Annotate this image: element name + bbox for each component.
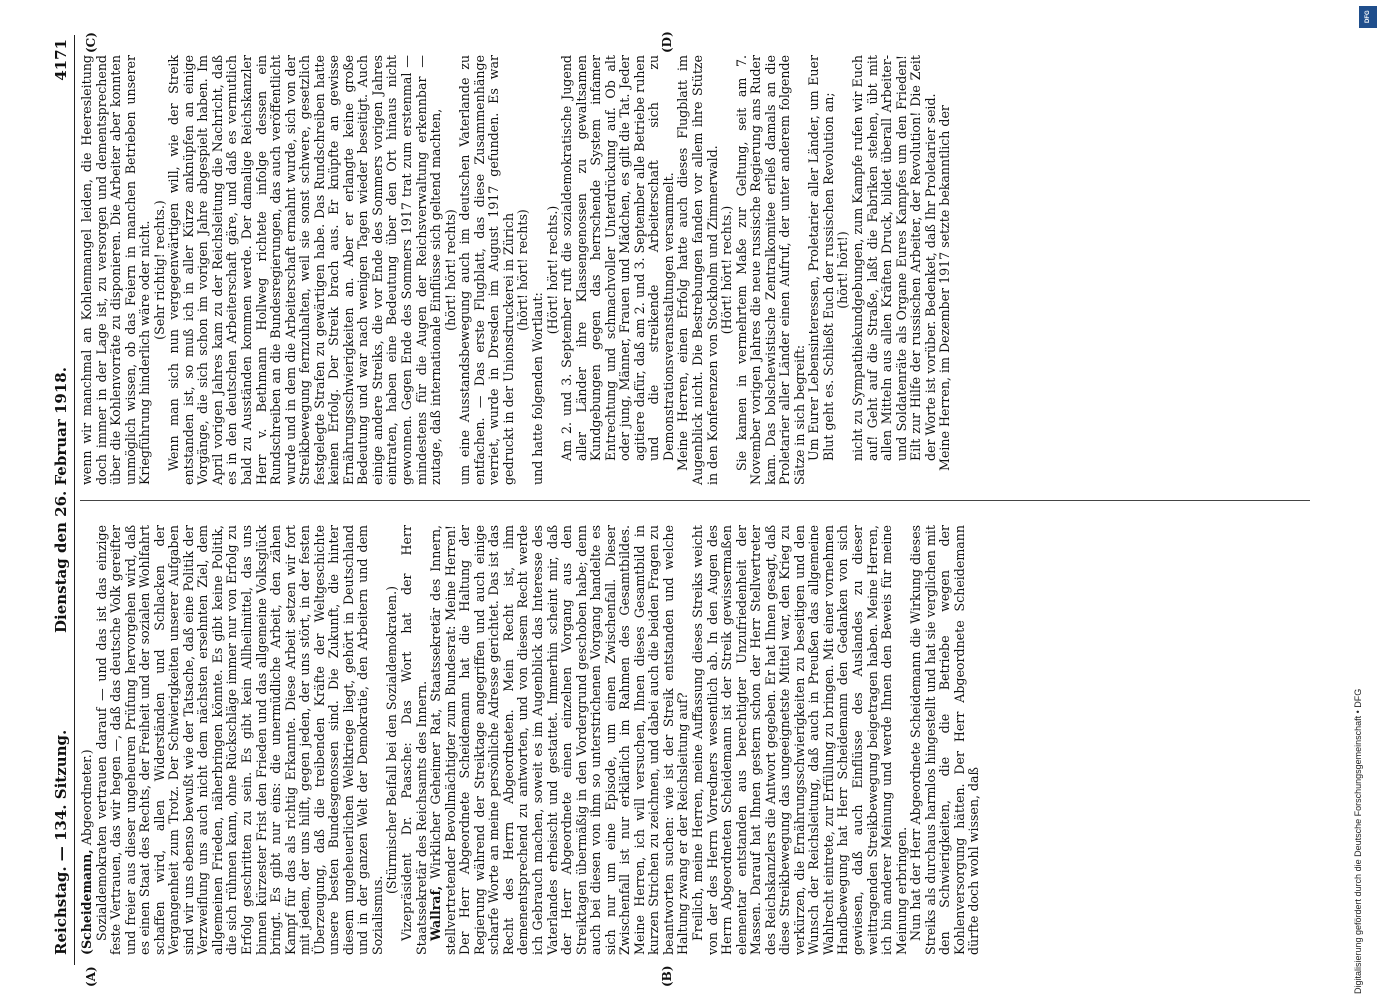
right-column — [80, 55, 1310, 485]
speaker-role: Abgeordneter.) — [79, 749, 94, 846]
speaker-line — [80, 525, 95, 955]
header-left: Reichstag. — 134. Sitzung. — [52, 729, 70, 955]
marker-a: (A) — [84, 966, 98, 987]
reaction: (hört! hört! rechts) — [442, 209, 458, 331]
marker-c: (C) — [84, 32, 98, 53]
quote: Am 2. und 3. September ruft die sozialdemokratische Jugend aller Länder ihre Klassengenossen zu gewaltsamen Kundgebungen gegen das herrschende System infamer Entrechtung und schmachvoller Unterdrückung auf. Ob alt oder jung, Männer, Frauen und Mädchen, es gilt die Tat. Jeder agitiere dafür, daß am 2. und 3. September alle Betriebe ruhen und die streikende Arbeiterschaft sich zu Demonstrationsveranstaltungen versammelt. — [559, 55, 676, 461]
paragraph: Wenn man sich nun vergegenwärtigen will, wie der Streik entstanden ist, so muß ich in aller Kürze anknüpfen an einige Vorgänge, die sich schon im vorigen Jahre abgespielt haben. Im April vorigen Jahres kam zu der Reichsleitung die Nachricht, daß es in den deutschen Arbeiterschaft gäre, und daß es vermutlich bald zu Ausständen kommen werde. Der damalige Reichskanzler Herr v. Bethmann Hollweg richtete infolge dessen ein Rundschreiben an die Bundesregierungen, das auch veröffentlicht wurde und in dem die Arbeiterschaft ermahnt wurde, sich von der Streikbewegung fernzuhalten, weil sie sonst schwere, gesetzlich festgelegte Strafen zu gewärtigen habe. Das Rundschreiben hatte keinen Erfolg. Der Streik brach aus. Er knüpfte an gewisse Ernährungsschwierigkeiten an. Aber er erlangte keine große Bedeutung und war nach wenigen Tagen wieder beseitigt. Auch einige andere Streiks, die vor Ende des Sommers vorigen Jahres eintraten, haben eine Bedeutung über den Ort hinaus nicht gewonnen. Gegen Ende des Sommers 1917 trat zum erstenmal — mindestens für die Augen der Reichsverwaltung erkennbar — zutage, daß internationale Einflüsse sich geltend machten, — [166, 55, 444, 485]
digitization-text: Digitalisierung gefördert durch die Deutsche Forschungsgemeinschaft • DFG — [1353, 688, 1363, 994]
paragraph-speaker — [429, 525, 691, 955]
reaction: (hört! hört!) — [835, 231, 851, 309]
page-header — [50, 35, 75, 965]
reaction: (Hört! hört! rechts.) — [719, 205, 735, 335]
page-number: 4171 — [52, 39, 70, 81]
speaker-name: Wallraf, — [428, 885, 444, 941]
paragraph: und hatte folgenden Wortlaut: — [529, 292, 545, 485]
paragraph: Freilich, meine Herren, meine Auffassung dieses Streiks weicht von der des Herrn Vorredners wesentlich ab. In den Augen des Herrn Abgeordneten Scheidemann ist der Streik gewissermaßen elementar entstanden aus berechtigter Unzufriedenheit der Massen. Darauf hat Ihnen gestern schon der Herr Stellvertreter des Reichskanzlers die Antwort gegeben. Er hat Ihnen gesagt, daß diese Streikbewegung das ungeeignetste Mittel war, den Krieg zu verkürzen, die Ernährungsschwierigkeiten zu beseitigen und den Wunsch der Reichsleitung, daß auch in Preußen das allgemeine Wahlrecht eintrete, zur Erfüllung zu bringen. Mit einer vornehmen Handbewegung hat Herr Scheidemann den Gedanken von sich gewiesen, daß auch Einflüsse des Auslandes zu dieser weittragenden Streikbewegung beigetragen haben. Meine Herren, ich bin anderer Meinung und werde Ihnen den Beweis für meine Meinung erbringen. — [689, 525, 909, 955]
paragraph: um eine Ausstandsbewegung auch im deutschen Vaterlande zu entfachen. — Das erste Flugblatt, das diese Zusammenhänge verriet, wurde in Dresden im August 1917 gefunden. Es war gedruckt in der Unionsdruckerei in Zürich — [457, 55, 516, 485]
paragraph: wenn wir manchmal an Kohlenmangel leiden, die Heeresleitung doch immer in der Lage ist, zu versorgen und dementsprechend über die Kohlenvorräte zu disponieren. Die Arbeiter aber konnten unmöglich wissen, ob das Feiern in manchen Betrieben unserer Kriegführung hinderlich wäre oder nicht. — [79, 55, 153, 485]
paragraph-text: Wirklicher Geheimer Rat, Staatssekretär des Innern, stellvertretender Bevollmächtigter zum Bundesrat: Meine Herren! Der Herr Abgeordnete Scheidemann hat die Haltung der Regierung während der Streiktage angegriffen und auch einige scharfe Worte an meine persönliche Adresse gerichtet. Das ist das Recht des Herrn Abgeordneten. Mein Recht ist, ihm demenentsprechend zu antworten, und von diesem Recht werde ich Gebrauch machen, soweit es im Augenblick das Interesse des Vaterlandes erheischt und gestattet. Immerhin scheint mir, daß der Herr Abgeordnete einen einzelnen Vorgang aus den Streiktagen übermäßig in den Vordergrund geschoben habe; denn auch bei diesen von ihm so unterstrichenen Vorgang handelte es sich nur um eine Episode, um einen Zwischenfall. Dieser Zwischenfall ist nur erklärlich im Rahmen des Gesamtbildes. Meine Herren, ich will versuchen, Ihnen dieses Gesamtbild in kurzen Strichen zu zeichnen, und dabei auch die beiden Fragen zu beantworten suchen: wie ist der Streik entstanden und welche Haltung zwang er der Reichsleitung auf? — [428, 525, 691, 955]
reaction: (Hört! hört! rechts.) — [544, 205, 560, 335]
left-column — [80, 525, 1310, 955]
newspaper-page — [50, 31, 1320, 987]
paragraph: Nun hat der Herr Abgeordnete Scheidemann die Wirkung dieses Streiks als durchaus harmlos hingestellt und hat sie verglichen mit den Schwierigkeiten, die die Betriebe wegen der Kohlenversorgung hätten. Der Herr Abgeordnete Scheidemann dürfte doch wohl wissen, daß — [908, 525, 982, 955]
marker-d: (D) — [660, 31, 674, 53]
header-date: Dienstag den 26. Februar 1918. — [52, 367, 70, 633]
quote: Um Eurer Lebensinteressen, Proletarier aller Länder, um Euer Blut geht es. Schließt Euch der russischen Revolution an; — [806, 55, 836, 461]
marker-b: (B) — [660, 965, 674, 987]
column-divider — [80, 500, 1310, 501]
paragraph: Sozialdemokraten vertrauen darauf — und das ist das einzige feste Vertrauen, das wir hegen —, daß das deutsche Volk gereifter und freier aus dieser ungeheuren Prüfung hervorgehen wird, daß es einen Staat des Rechts, der Freiheit und der sozialen Wohlfahrt schaffen wird, allen Widerständen und Schlacken der Vergangenheit zum Trotz. Der Schwierigkeiten unserer Aufgaben sind wir uns ebenso bewußt wie der Tatsache, daß eine Politik der Verzweiflung uns auch nicht dem nächsten ersehnten Ziel, dem allgemeinen Frieden, näherbringen könnte. Es gibt keine Politik, die sich rühmen kann, ohne Rückschläge immer nur von Erfolg zu Erfolg geschritten zu sein. Es gibt kein Allheilmittel, das uns binnen kürzester Frist den Frieden und das allgemeine Volksglück bringt. Es gibt nur eins: die unermüdliche Arbeit, den zähen Kampf für das als richtig Erkannte. Diese Arbeit setzen wir fort mit jedem, der uns hilft, gegen jeden, der uns stört, in der festen Überzeugung, daß die treibenden Kräfte der Weltgeschichte unsere besten Bundesgenossen sind. Die Zukunft, die hinter diesem ungeheuerlichen Weltkriege liegt, gehört in Deutschland und in der ganzen Welt der Demokratie, den Arbeitern und dem Sozialismus. — [93, 525, 385, 955]
dfg-logo: DFG — [1359, 6, 1377, 28]
reaction: (Stürmischer Beifall bei den Sozialdemokraten.) — [384, 585, 400, 895]
reaction: (hört! hört! rechts) — [515, 209, 531, 331]
paragraph: Meine Herren, im Dezember 1917 setzte bekanntlich der — [937, 105, 953, 471]
paragraph: Sie kamen in vermehrtem Maße zur Geltung, seit am 7. November vorigen Jahres die neue russische Regierung ans Ruder kam. Das bolschewistische Zentralkomitee erließ damals an die Proletarier aller Länder einen Aufruf, der unter anderem folgende Sätze in sich begreift: — [733, 55, 807, 485]
quote: nicht zu Sympathiekundgebungen, zum Kampfe rufen wir Euch auf! Geht auf die Straße, laßt die Fabriken stehen, übt mit allen Mitteln aus allen Kräften Druck, bildet überall Arbeiter- und Soldatenräte als Organe Eures Kampfes um den Frieden! Eilt zur Hilfe der russischen Arbeiter, der Revolution! Die Zeit der Worte ist vorüber. Bedenket, daß Ihr Proletarier seid. — [849, 55, 938, 461]
reaction: (Sehr richtig! rechts.) — [151, 200, 167, 340]
speaker-name: (Scheidemann, — [79, 849, 94, 955]
paragraph: Meine Herren, einen Erfolg hatte auch dieses Flugblatt im Augenblick nicht. Die Bestrebungen fanden vor allem ihre Stütze in den Konferenzen von Stockholm und Zimmerwald. — [675, 55, 720, 485]
digitization-note — [1353, 0, 1375, 1000]
paragraph: Vizepräsident Dr. Paasche: Das Wort hat der Herr Staatssekretär des Reichsamts des Innern. — [399, 525, 429, 955]
